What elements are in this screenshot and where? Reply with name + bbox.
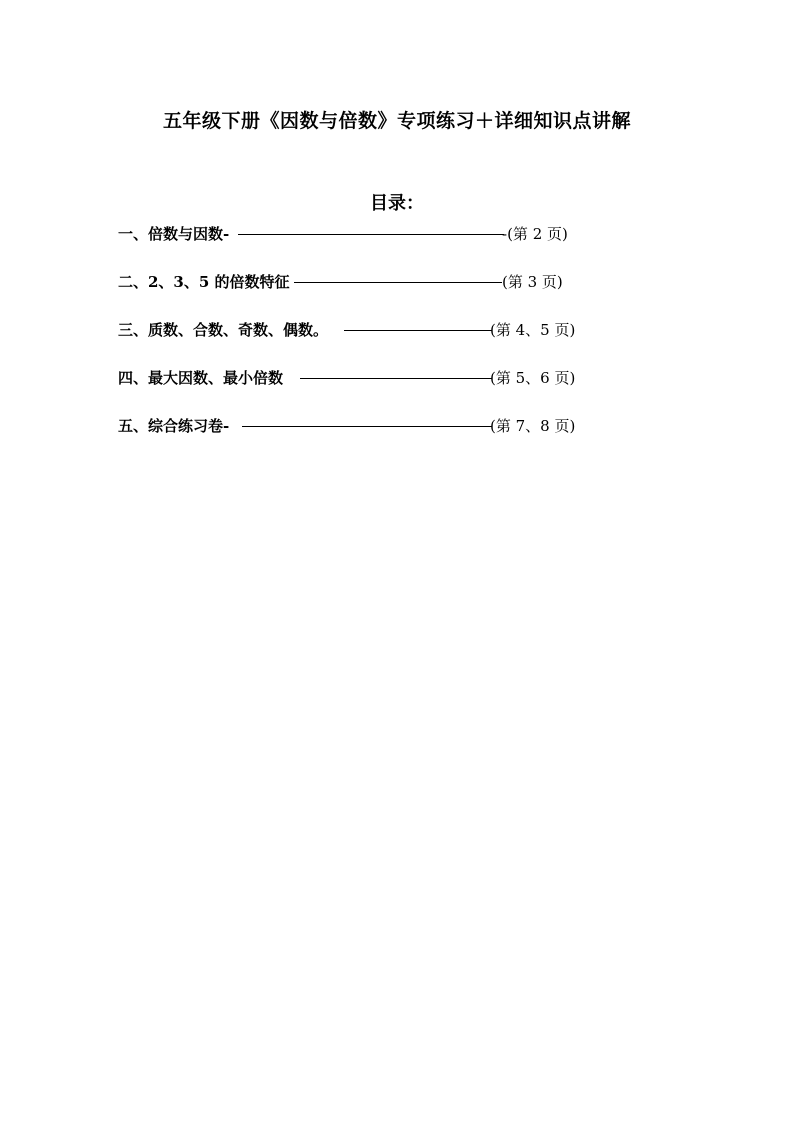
toc-entry-page: (第 5、6 页) xyxy=(490,369,576,387)
toc-leader-line xyxy=(300,378,492,379)
toc-entry-page: (第 4、5 页) xyxy=(490,321,576,339)
document-title: 五年级下册《因数与倍数》专项练习＋详细知识点讲解 xyxy=(162,110,631,132)
toc-leader-line xyxy=(242,426,492,427)
toc-entry-label: 三、质数、合数、奇数、偶数。 xyxy=(118,321,329,339)
toc-leader-line xyxy=(294,282,502,283)
toc-entry-3 xyxy=(118,318,588,342)
toc-entry-label: 一、倍数与因数- xyxy=(118,225,230,243)
toc-entry-4 xyxy=(118,366,588,390)
toc-leader-line xyxy=(344,330,492,331)
toc-entry-page: (第 3 页) xyxy=(502,273,563,291)
toc-entry-5 xyxy=(118,414,588,438)
toc-entry-label: 二、2、3、5 的倍数特征 xyxy=(118,273,290,291)
toc-entry-page: (第 7、8 页) xyxy=(490,417,576,435)
table-of-contents xyxy=(118,222,588,462)
toc-heading: 目录： xyxy=(370,193,424,214)
toc-entry-page: -(第 2 页) xyxy=(502,225,568,243)
toc-leader-line xyxy=(238,234,504,235)
toc-entry-label: 五、综合练习卷- xyxy=(118,417,230,435)
toc-entry-2 xyxy=(118,270,588,294)
toc-entry-label: 四、最大因数、最小倍数 xyxy=(118,369,284,387)
toc-entry-1 xyxy=(118,222,588,246)
